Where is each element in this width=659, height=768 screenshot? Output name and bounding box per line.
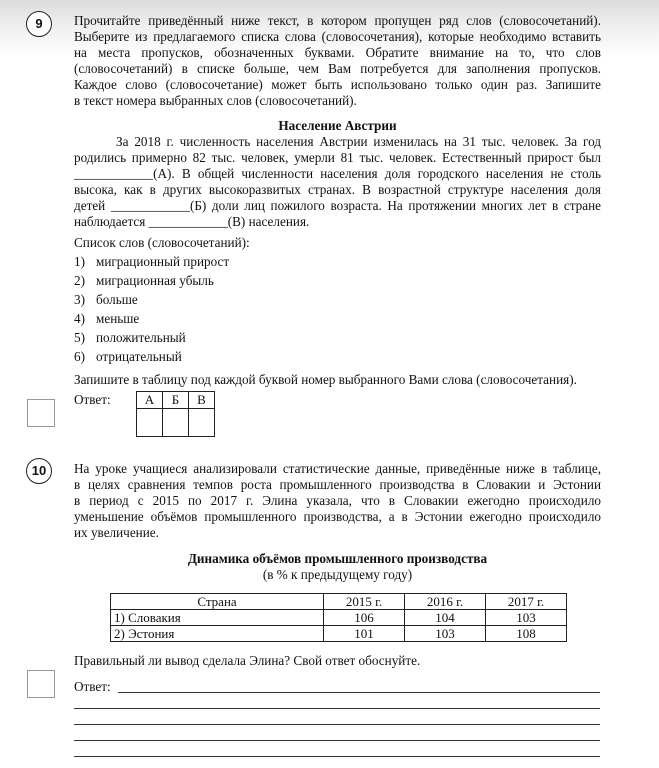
table-header-country: Страна	[111, 594, 324, 610]
q9-answer-label: Ответ:	[74, 392, 111, 407]
list-item-text: миграционная убыль	[96, 273, 214, 288]
q9-text-line: наблюдается ____________(В) населения.	[74, 214, 310, 229]
table-header-row	[111, 594, 567, 610]
table-header-2015: 2015 г.	[324, 594, 405, 610]
question-number-9	[26, 11, 52, 37]
q10-instruction-line: На уроке учащиеся анализировали статистические данные, приведённые ниже в таблице,	[74, 461, 601, 476]
q10-instruction	[74, 461, 601, 541]
q10-data-table	[110, 593, 567, 642]
answer-cell-b[interactable]	[163, 409, 189, 437]
answer-line[interactable]	[74, 708, 600, 709]
table-row	[111, 626, 567, 642]
table-cell-country: 2) Эстония	[111, 626, 324, 642]
q9-instruction-line: Выберите из предлагаемого списка слова (словосочетания), которые необходимо вставить	[74, 29, 601, 44]
q9-instruction-line: на места пропусков, обозначенных буквами. Обратите внимание на то, что слов	[74, 45, 601, 60]
list-item-number: 3)	[74, 292, 85, 307]
answer-header-a: А	[137, 392, 163, 409]
answer-line[interactable]	[74, 756, 600, 757]
list-item-text: отрицательный	[96, 349, 182, 364]
table-cell-value: 101	[324, 626, 405, 642]
list-item-number: 6)	[74, 349, 85, 364]
table-cell-value: 106	[324, 610, 405, 626]
list-item	[74, 292, 601, 311]
list-item	[74, 273, 601, 292]
list-item	[74, 330, 601, 349]
q10-table-subtitle: (в % к предыдущему году)	[262, 567, 413, 582]
question-number-9-label: 9	[35, 16, 43, 31]
table-header-2017: 2017 г.	[486, 594, 567, 610]
q10-table-title: Динамика объёмов промышленного производства	[187, 551, 488, 566]
table-cell-value: 103	[405, 626, 486, 642]
q9-text-line: родились примерно 82 тыс. человек, умерли 81 тыс. человек. Естественный прирост был	[74, 150, 601, 165]
q9-text-line: высока, как в других высокоразвитых странах. В возрастной структуре населения доля	[74, 182, 601, 197]
q10-instruction-line: уменьшение объёмов промышленного производства, а в Эстонии ежегодно происходило	[74, 509, 601, 524]
answer-cell-a[interactable]	[137, 409, 163, 437]
question-number-10	[26, 458, 52, 484]
answer-header-b: Б	[163, 392, 189, 409]
q10-instruction-line: в целях сравнения темпов роста промышленного производства в Словакии и Эстонии	[74, 477, 601, 492]
answer-line[interactable]	[74, 740, 600, 741]
q10-instruction-line: в период с 2015 по 2017 г. Элина указала, что в Словакии ежегодно происходило	[74, 493, 601, 508]
q9-text-line: ____________(А). В общей численности населения доля городского населения не столь	[74, 166, 601, 181]
q9-text-title: Население Австрии	[278, 118, 397, 133]
q9-text	[74, 134, 601, 230]
q9-text-line: За 2018 г. численность населения Австрии изменилась на 31 тыс. человек. За год	[116, 134, 601, 149]
q9-score-box[interactable]	[27, 399, 55, 427]
list-item-text: миграционный прирост	[96, 254, 230, 269]
q9-instruction	[74, 13, 601, 109]
table-header-2016: 2016 г.	[405, 594, 486, 610]
answer-line[interactable]	[118, 692, 600, 693]
answer-cell-v[interactable]	[189, 409, 215, 437]
q9-instruction-line: Каждое слово (словосочетание) может быть использовано только один раз. Запишите	[74, 77, 601, 92]
list-item-number: 2)	[74, 273, 85, 288]
q9-answer-table	[136, 391, 215, 437]
list-item-text: меньше	[96, 311, 140, 326]
q10-instruction-line: их увеличение.	[74, 525, 159, 540]
list-item	[74, 254, 601, 273]
list-item-text: больше	[96, 292, 138, 307]
list-item	[74, 349, 601, 368]
list-item-text: положительный	[96, 330, 186, 345]
q9-instruction-line: (словосочетаний) в списке больше, чем Вам потребуется для заполнения пропусков.	[74, 61, 601, 76]
q9-instruction-line: Прочитайте приведённый ниже текст, в котором пропущен ряд слов (словосочетаний).	[74, 13, 601, 28]
list-item	[74, 311, 601, 330]
q9-word-list	[74, 254, 601, 368]
q10-question: Правильный ли вывод сделала Элина? Свой ответ обоснуйте.	[74, 653, 421, 668]
question-number-10-label: 10	[31, 463, 47, 478]
table-cell-value: 103	[486, 610, 567, 626]
q9-table-instruction: Запишите в таблицу под каждой буквой номер выбранного Вами слова (словосочетания).	[74, 372, 577, 387]
table-row	[111, 610, 567, 626]
q10-answer-label: Ответ:	[74, 679, 111, 694]
answer-line[interactable]	[74, 724, 600, 725]
list-item-number: 5)	[74, 330, 85, 345]
table-cell-country: 1) Словакия	[111, 610, 324, 626]
list-item-number: 1)	[74, 254, 85, 269]
q9-instruction-line: в текст номера выбранных слов (словосочетаний).	[74, 93, 357, 108]
q10-score-box[interactable]	[27, 670, 55, 698]
q9-list-title: Список слов (словосочетаний):	[74, 235, 250, 250]
answer-header-v: В	[189, 392, 215, 409]
table-cell-value: 104	[405, 610, 486, 626]
q9-text-line: детей ____________(Б) доли лиц пожилого возраста. На протяжении многих лет в стране	[74, 198, 601, 213]
list-item-number: 4)	[74, 311, 85, 326]
table-cell-value: 108	[486, 626, 567, 642]
